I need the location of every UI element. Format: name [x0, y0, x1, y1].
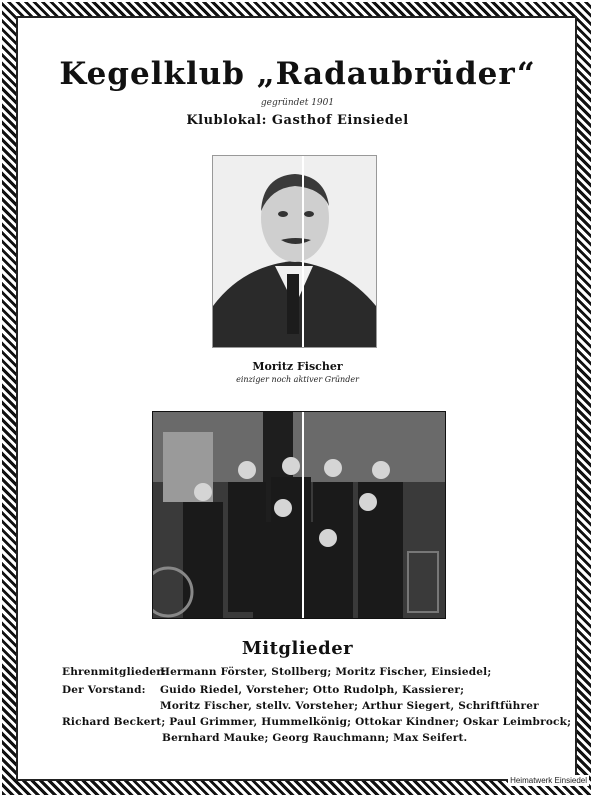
credit-watermark: Heimatwerk Einsiedel — [510, 776, 587, 785]
club-venue: Klublokal: Gasthof Einsiedel — [186, 113, 409, 128]
board-line-1 — [62, 684, 464, 696]
club-title: Kegelklub „Radaubrüder“ — [59, 56, 536, 92]
other-members-line-1: Richard Beckert; Paul Grimmer, Hummelkönig; Ottokar Kindner; Oskar Leimbrock; — [62, 716, 572, 728]
board-names-1: Guido Riedel, Vorsteher; Otto Rudolph, Kassierer; — [160, 684, 465, 696]
portrait-caption-name: Moritz Fischer — [252, 360, 343, 373]
founder-portrait-photo — [212, 155, 377, 348]
members-heading: Mitglieder — [241, 638, 354, 659]
honorary-members-line — [62, 666, 491, 678]
founded-note: gegründet 1901 — [260, 98, 335, 108]
honorary-members-label: Ehrenmitglieder: — [62, 666, 167, 678]
board-label: Der Vorstand: — [62, 684, 146, 696]
group-photo — [152, 411, 446, 619]
honorary-members-names: Hermann Förster, Stollberg; Moritz Fischer, Einsiedel; — [160, 666, 492, 678]
portrait-caption-subtitle: einziger noch aktiver Gründer — [236, 375, 359, 384]
board-line-2: Moritz Fischer, stellv. Vorsteher; Arthur Siegert, Schriftführer — [160, 700, 539, 712]
other-members-line-2: Bernhard Mauke; Georg Rauchmann; Max Seifert. — [162, 732, 468, 744]
